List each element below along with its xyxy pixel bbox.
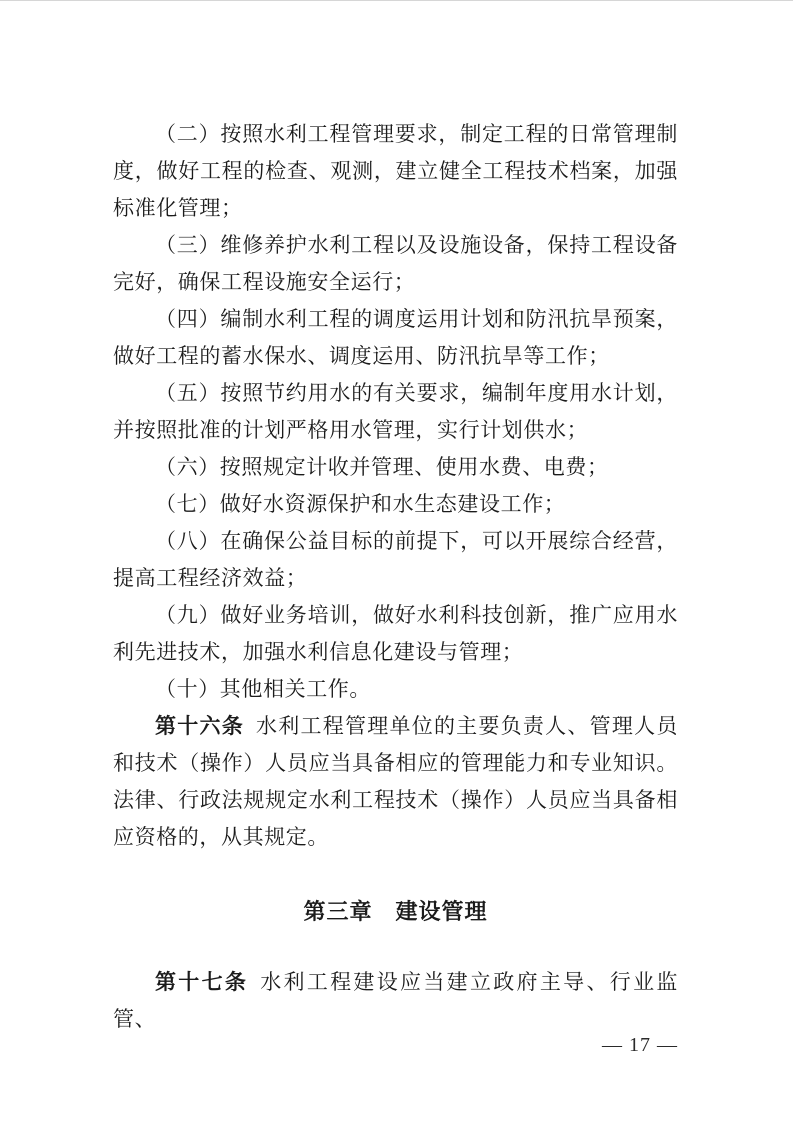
scan-edge-artifact <box>0 0 793 1</box>
clause-paragraph-7: （七）做好水资源保护和水生态建设工作； <box>155 492 566 516</box>
article-16-paragraph <box>113 708 678 856</box>
clause-paragraph-6: （六）按照规定计收并管理、使用水费、电费； <box>155 455 609 479</box>
clause-paragraph-4: （四）编制水利工程的调度运用计划和防汛抗旱预案，做好工程的蓄水保水、调度运用、防汛抗旱等工作； <box>113 307 678 368</box>
document-body <box>113 116 678 1038</box>
clause-paragraph-10: （十）其他相关工作。 <box>155 677 371 701</box>
article-16-number: 第十六条 <box>155 715 244 738</box>
chapter-heading: 第三章 建设管理 <box>303 899 488 924</box>
article-17-number: 第十七条 <box>155 971 249 994</box>
article-17-paragraph <box>113 964 678 1038</box>
clause-paragraph-5: （五）按照节约用水的有关要求，编制年度用水计划，并按照批准的计划严格用水管理，实行计划供水； <box>113 381 678 442</box>
article-16-text: 水利工程管理单位的主要负责人、管理人员和技术（操作）人员应当具备相应的管理能力和专业知识。法律、行政法规规定水利工程技术（操作）人员应当具备相应资格的，从其规定。 <box>113 714 678 849</box>
article-17-text: 水利工程建设应当建立政府主导、行业监管、 <box>113 970 678 1031</box>
clause-paragraph-8: （八）在确保公益目标的前提下，可以开展综合经营，提高工程经济效益； <box>113 529 678 590</box>
clause-paragraph-2: （二）按照水利工程管理要求，制定工程的日常管理制度，做好工程的检查、观测，建立健全工程技术档案，加强标准化管理； <box>113 122 678 220</box>
clause-paragraph-9: （九）做好业务培训，做好水利科技创新，推广应用水利先进技术，加强水利信息化建设与管理； <box>113 603 678 664</box>
page-number: — 17 — <box>602 1034 678 1056</box>
clause-paragraph-3: （三）维修养护水利工程以及设施设备，保持工程设备完好，确保工程设施安全运行； <box>113 233 678 294</box>
